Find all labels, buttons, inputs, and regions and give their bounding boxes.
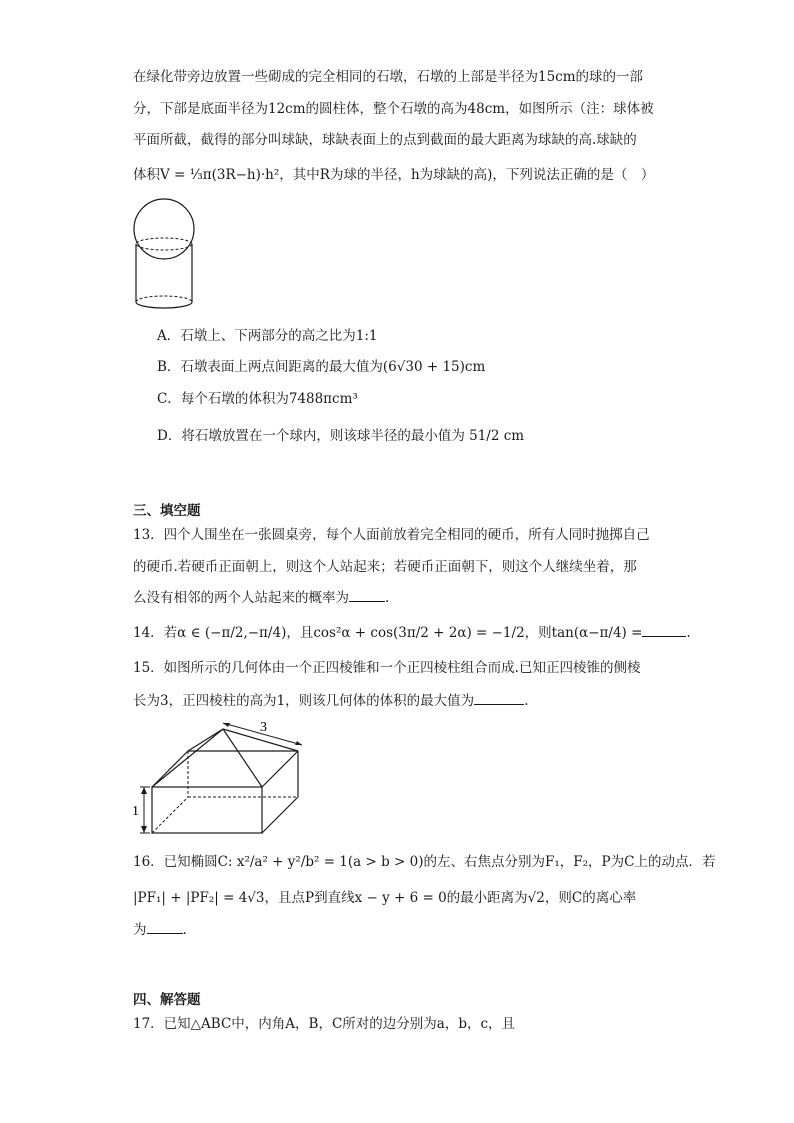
q13-line-1: 13．四个人围坐在一张圆桌旁，每个人面前放着完全相同的硬币，所有人同时抛掷自己 (133, 527, 650, 543)
q12-line-4: 体积V = ⅓π(3R−h)·h²，其中R为球的半径，h为球缺的高)，下列说法正确的是（ ） (133, 167, 655, 183)
q16-answer-blank[interactable] (147, 921, 183, 934)
q17-line-1: 17．已知△ABC中，内角A，B，C所对的边分别为a，b，c，且 (133, 1016, 516, 1032)
q12-line-3: 平面所截，截得的部分叫球缺，球缺表面上的点到截面的最大距离为球缺的高.球缺的 (133, 132, 637, 148)
edge-label-1: 1 (132, 804, 139, 819)
q12-option-a: A．石墩上、下两部分的高之比为1:1 (157, 328, 378, 344)
q16-line-3: 为 . (133, 922, 187, 938)
q15-line-1: 15．如图所示的几何体由一个正四棱锥和一个正四棱柱组合而成.已知正四棱锥的侧棱 (133, 660, 641, 676)
pyramid-prism-figure (130, 715, 310, 840)
edge-label-3: 3 (260, 720, 267, 735)
q12-line-1: 在绿化带旁边放置一些砌成的完全相同的石墩，石墩的上部是半径为15cm的球的一部 (133, 69, 644, 85)
q12-line-2: 分，下部是底面半径为12cm的圆柱体，整个石墩的高为48cm，如图所示（注：球体被 (133, 101, 654, 117)
q13-answer-blank[interactable] (349, 589, 385, 602)
section-header-solve: 四、解答题 (133, 992, 201, 1008)
q15-line-2: 长为3，正四棱柱的高为1，则该几何体的体积的最大值为 . (133, 693, 529, 709)
q13-line-3: 么没有相邻的两个人站起来的概率为 . (133, 590, 390, 606)
q12-option-d: D．将石墩放置在一个球内，则该球半径的最小值为 51/2 cm (157, 428, 525, 444)
q14-line-1: 14．若α ∈ (−π/2,−π/4)，且cos²α + cos(3π/2 + 2α) = −1/2，则tan(α−π/4) = . (133, 625, 691, 641)
q14-answer-blank[interactable] (642, 624, 686, 637)
stone-pier-figure (128, 196, 208, 316)
q12-option-b: B．石墩表面上两点间距离的最大值为(6√30 + 15)cm (157, 359, 486, 375)
q12-option-c: C．每个石墩的体积为7488πcm³ (157, 391, 358, 407)
q13-line-2: 的硬币.若硬币正面朝上，则这个人站起来；若硬币正面朝下，则这个人继续坐着，那 (133, 559, 637, 575)
section-header-fill-blank: 三、填空题 (133, 503, 201, 519)
q15-line-2-text: 长为3，正四棱柱的高为1，则该几何体的体积的最大值为 (133, 693, 475, 709)
q16-line-2: |PF₁| + |PF₂| = 4√3，且点P到直线x − y + 6 = 0的最小距离为√2，则C的离心率 (133, 890, 637, 906)
q14-text: 14．若α ∈ (−π/2,−π/4)，且cos²α + cos(3π/2 + 2α) = −1/2，则tan(α−π/4) = (133, 625, 643, 641)
q16-line-3-text: 为 (133, 922, 147, 938)
q13-line-3-text: 么没有相邻的两个人站起来的概率为 (133, 590, 349, 606)
q16-line-1: 16．已知椭圆C: x²/a² + y²/b² = 1(a > b > 0)的左、右焦点分别为F₁，F₂，P为C上的动点．若 (133, 854, 716, 870)
q15-answer-blank[interactable] (474, 692, 524, 705)
